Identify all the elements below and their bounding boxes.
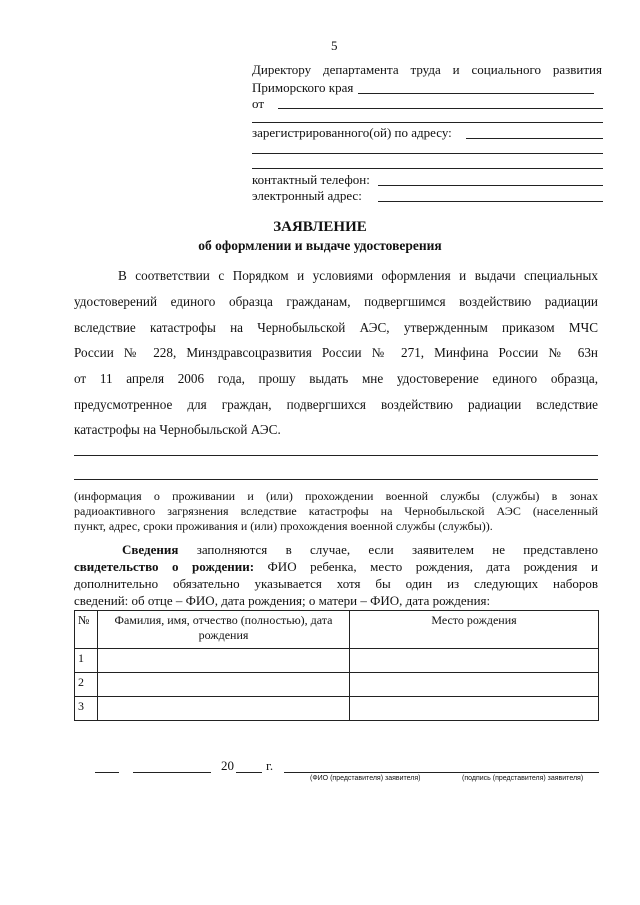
region-underline[interactable] [358,93,594,94]
date-month-line[interactable] [133,772,211,773]
body-line: В соответствии с Порядком и условиями оформления и выдачи специальных [118,268,598,283]
table-row [75,673,599,697]
table-row [75,697,599,721]
table-header-row [75,611,599,649]
address-field-line-3[interactable] [252,168,603,169]
fullname-cell[interactable] [98,673,350,697]
year-line[interactable] [236,772,262,773]
year-suffix: г. [266,758,274,773]
email-label: электронный адрес: [252,188,362,203]
from-field-line[interactable] [278,108,603,109]
row-number: 3 [75,697,98,721]
header-number: № [75,611,98,649]
email-field-line[interactable] [378,201,603,202]
addressee-line-1: Директору департамента труда и социального развития [252,62,602,77]
info-caption-line: радиоактивного загрязнения вследствие катастрофы на Чернобыльской АЭС (населенный [74,504,598,518]
note-line1-rest: заполняются в случае, если заявителем не представлено [196,542,599,557]
addressee-line-2: Приморского края [252,80,354,95]
from-label: от [252,96,265,111]
note-bold-second: свидетельство о рождении: [74,559,255,574]
note-line-3: дополнительно обязательно указывается хотя бы один из следующих наборов [74,576,598,591]
document-subtitle: об оформлении и выдаче удостоверения [198,238,442,253]
page-number: 5 [331,38,338,53]
caption-signature: (подпись (представителя) заявителя) [462,775,584,782]
body-line: катастрофы на Чернобыльской АЭС. [74,422,281,437]
note-line-4: сведений: об отце – ФИО, дата рождения; о матери – ФИО, дата рождения: [74,593,491,608]
year-prefix: 20 [221,758,234,773]
caption-name: (ФИО (представителя) заявителя) [310,775,421,782]
body-line: от 11 апреля 2006 года, прошу выдать мне удостоверение единого образца, [74,371,598,386]
row-number: 1 [75,649,98,673]
birthplace-cell[interactable] [350,697,599,721]
body-line: вследствие катастрофы на Чернобыльской АЭС, утвержденным приказом МЧС [74,320,598,335]
info-caption-line: (информация о проживании и (или) прохождении военной службы (службы) в зонах [74,489,598,503]
info-field-line[interactable] [74,455,598,456]
document-title: ЗАЯВЛЕНИЕ [273,219,367,235]
birthplace-cell[interactable] [350,649,599,673]
row-number: 2 [75,673,98,697]
note-bold-start: Сведения [122,542,179,557]
birth-info-note [74,541,598,609]
phone-field-line[interactable] [378,185,603,186]
birthplace-cell[interactable] [350,673,599,697]
note-line-2 [74,558,598,575]
phone-label: контактный телефон: [252,172,370,187]
registered-label: зарегистрированного(ой) по адресу: [252,125,452,140]
note-line-1 [74,541,598,558]
address-field-line-2[interactable] [252,153,603,154]
date-day-line[interactable] [95,772,119,773]
from-field-line-2[interactable] [252,122,603,123]
body-line: предусмотренное для граждан, подвергшихся воздействию радиации вследствие [74,397,598,412]
header-fullname: Фамилия, имя, отчество (полностью), дата рождения [98,611,350,649]
info-caption-line: пункт, адрес, сроки проживания и (или) прохождения военной службы (службы)). [74,519,493,533]
note-line2-rest: ФИО ребенка, место рождения, дата рождения и [267,559,598,574]
info-field-line-2[interactable] [74,479,598,480]
fullname-cell[interactable] [98,697,350,721]
children-table [74,610,599,721]
address-field-line[interactable] [466,138,603,139]
body-line: России № 228, Минздравсоцразвития России № 271, Минфина России № 63н [74,345,598,360]
signature-line[interactable] [284,772,599,773]
header-birthplace: Место рождения [350,611,599,649]
fullname-cell[interactable] [98,649,350,673]
table-row [75,649,599,673]
body-line: удостоверений единого образца гражданам, подвергшимся воздействию радиации [74,294,598,309]
